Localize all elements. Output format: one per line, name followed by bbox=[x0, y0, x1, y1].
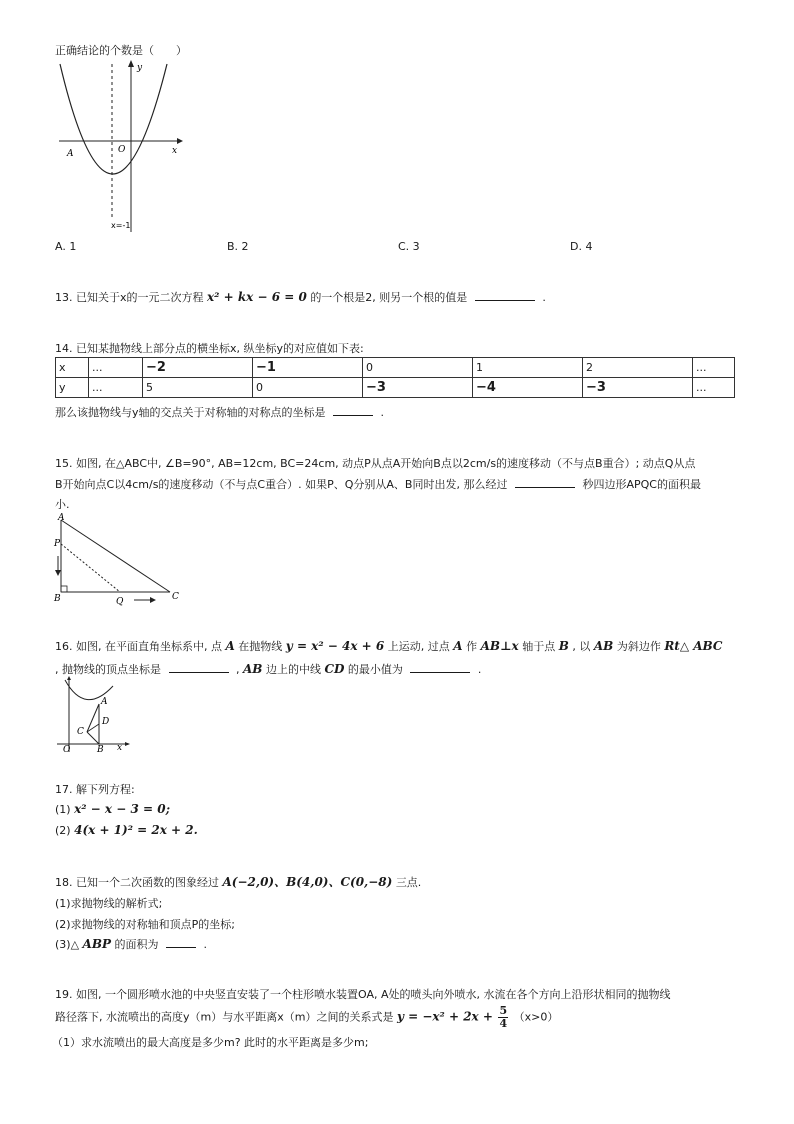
arrow-down-head bbox=[55, 570, 61, 576]
q16-math: AB bbox=[593, 639, 614, 653]
q18-math: ABP bbox=[82, 937, 112, 951]
symmetry-label: x=-1 bbox=[111, 221, 131, 230]
q16-text: , 抛物线的顶点坐标是 bbox=[55, 663, 161, 676]
q16-text: 上运动, 过点 bbox=[387, 640, 450, 653]
q17-stem: 17. 解下列方程: bbox=[55, 783, 135, 796]
table-row bbox=[56, 378, 735, 398]
q13 bbox=[55, 289, 546, 305]
label-b: B bbox=[97, 745, 104, 754]
q16-text: 轴于点 bbox=[522, 640, 556, 653]
q18-text: 三点. bbox=[395, 876, 422, 889]
q13-text-pre: 13. 已知关于x的一元二次方程 bbox=[55, 291, 204, 304]
q16-line1 bbox=[55, 638, 722, 654]
q14-answer-blank[interactable] bbox=[333, 405, 373, 416]
table-cell: ... bbox=[693, 378, 735, 398]
fraction-numerator: 5 bbox=[499, 1004, 508, 1017]
q18-text: 18. 已知一个二次函数的图象经过 bbox=[55, 876, 219, 889]
label-q: Q bbox=[116, 597, 124, 606]
table-cell: 1 bbox=[473, 358, 583, 378]
label-c: C bbox=[172, 592, 179, 602]
q15-line2-pre: B开始向点C以4cm/s的速度移动（不与点C重合）. 如果P、Q分别从A、B同时出发, 那么经过 bbox=[55, 478, 508, 491]
q16-text: . bbox=[477, 663, 482, 676]
q13-answer-blank[interactable] bbox=[475, 290, 535, 301]
side-ac bbox=[61, 520, 170, 592]
q19-equation: y = −x² + 2x + bbox=[396, 1009, 493, 1024]
q18-points: A(−2,0)、B(4,0)、C(0,−8) bbox=[222, 875, 393, 889]
q16-math: AB⊥x bbox=[480, 639, 519, 653]
q16-equation: y = x² − 4x + 6 bbox=[285, 639, 385, 653]
q16-text: 边上的中线 bbox=[265, 663, 321, 676]
label-d: D bbox=[102, 717, 110, 727]
axis-x-label: x bbox=[172, 146, 178, 156]
x-axis-arrow bbox=[125, 742, 130, 746]
q17-part2 bbox=[55, 823, 198, 837]
table-cell: 2 bbox=[583, 358, 693, 378]
q16-math: AB bbox=[243, 662, 263, 676]
segment-pq bbox=[61, 544, 120, 592]
y-axis-arrow bbox=[128, 60, 134, 67]
table-cell: −1 bbox=[253, 358, 363, 378]
q13-text-end: . bbox=[542, 291, 546, 304]
q12-option-d[interactable]: D. 4 bbox=[570, 240, 593, 253]
q13-text-mid: 的一个根是2, 则另一个根的值是 bbox=[310, 291, 468, 304]
q14-text-end: . bbox=[380, 406, 385, 419]
q16-figure bbox=[55, 676, 135, 754]
label-b: B bbox=[54, 594, 61, 604]
q16-text: 在抛物线 bbox=[238, 640, 283, 653]
q14-question-text: 那么该抛物线与y轴的交点关于对称轴的对称点的坐标是 bbox=[55, 406, 326, 419]
table-cell: −3 bbox=[583, 378, 693, 398]
q19-line1: 19. 如图, 一个圆形喷水池的中央竖直安装了一个柱形喷水装置OA, A处的喷头向外喷水, 水流在各个方向上沿形状相同的抛物线 bbox=[55, 988, 671, 1001]
q16-math: CD bbox=[324, 662, 345, 676]
q17-label: (1) bbox=[55, 803, 71, 816]
label-p: P bbox=[54, 539, 61, 549]
q14-question bbox=[55, 404, 384, 420]
q19-line3: （1）求水流喷出的最大高度是多少m? 此时的水平距离是多少m; bbox=[52, 1036, 369, 1049]
q16-text: , bbox=[236, 663, 240, 676]
origin-label: O bbox=[118, 145, 126, 155]
q15-line2 bbox=[55, 476, 701, 492]
q16-answer-blank-1[interactable] bbox=[169, 662, 229, 673]
q18-text: (3)△ bbox=[55, 938, 80, 951]
q18-answer-blank[interactable] bbox=[166, 937, 196, 948]
q18-text: 的面积为 bbox=[114, 938, 159, 951]
table-cell: x bbox=[56, 358, 89, 378]
q12-option-b[interactable]: B. 2 bbox=[227, 240, 249, 253]
q18-text: . bbox=[203, 938, 208, 951]
q16-math: A bbox=[225, 639, 235, 653]
q18-stem bbox=[55, 873, 421, 890]
q19-text: （x>0） bbox=[513, 1010, 559, 1024]
q19-fraction bbox=[498, 1005, 508, 1030]
fraction-denominator: 4 bbox=[499, 1017, 508, 1030]
q12-stem: 正确结论的个数是（ ） bbox=[55, 44, 187, 57]
table-row bbox=[56, 358, 735, 378]
point-a-label: A bbox=[67, 149, 74, 159]
table-cell: 5 bbox=[143, 378, 253, 398]
table-cell: 0 bbox=[253, 378, 363, 398]
q16-text: 作 bbox=[466, 640, 478, 653]
q14-value-table bbox=[55, 357, 735, 398]
q16-math: Rt△ ABC bbox=[664, 639, 723, 653]
q15-line1: 15. 如图, 在△ABC中, ∠B=90°, AB=12cm, BC=24cm, 动点P从点A开始向B点以2cm/s的速度移动（不与点B重合）; 动点Q从点 bbox=[55, 457, 696, 470]
q16-answer-blank-2[interactable] bbox=[410, 662, 470, 673]
q16-text: 的最小值为 bbox=[347, 663, 403, 676]
label-c: C bbox=[77, 727, 84, 737]
right-angle-mark bbox=[61, 586, 67, 592]
q18-sub1: (1)求抛物线的解析式; bbox=[55, 897, 163, 910]
parabola-curve bbox=[60, 64, 167, 174]
q16-math: B bbox=[558, 639, 569, 653]
q19-text: 路径落下, 水流喷出的高度y（m）与水平距离x（m）之间的关系式是 bbox=[55, 1010, 394, 1024]
label-a: A bbox=[101, 697, 108, 707]
x-axis-arrow bbox=[177, 138, 183, 144]
table-cell: ... bbox=[693, 358, 735, 378]
q16-text: 16. 如图, 在平面直角坐标系中, 点 bbox=[55, 640, 222, 653]
q15-answer-blank[interactable] bbox=[515, 477, 575, 488]
table-cell: ... bbox=[89, 358, 143, 378]
q12-parabola-graph bbox=[55, 58, 185, 236]
q18-sub3 bbox=[55, 936, 207, 952]
q15-line3: 小. bbox=[55, 498, 70, 511]
q12-option-a[interactable]: A. 1 bbox=[55, 240, 77, 253]
q12-option-c[interactable]: C. 3 bbox=[398, 240, 420, 253]
q19-line2 bbox=[55, 1005, 558, 1030]
label-a: A bbox=[58, 513, 65, 523]
segment-cb bbox=[87, 732, 99, 744]
table-cell: 0 bbox=[363, 358, 473, 378]
q16-line2 bbox=[55, 661, 481, 677]
q15-triangle-figure bbox=[52, 512, 182, 606]
q16-math: A bbox=[453, 639, 463, 653]
q13-equation: x² + kx − 6 = 0 bbox=[207, 290, 307, 304]
table-cell: −2 bbox=[143, 358, 253, 378]
table-cell: ... bbox=[89, 378, 143, 398]
q17-equation-2: 4(x + 1)² = 2x + 2. bbox=[74, 823, 198, 837]
q14-stem: 14. 已知某抛物线上部分点的横坐标x, 纵坐标y的对应值如下表: bbox=[55, 342, 364, 355]
q16-text: 为斜边作 bbox=[616, 640, 661, 653]
q16-text: , 以 bbox=[572, 640, 591, 653]
label-x: x bbox=[117, 743, 123, 753]
table-cell: −4 bbox=[473, 378, 583, 398]
arrow-right-head bbox=[150, 597, 156, 603]
table-cell: −3 bbox=[363, 378, 473, 398]
axis-y-label: y bbox=[137, 63, 143, 73]
y-axis-arrow bbox=[67, 676, 71, 680]
q17-part1 bbox=[55, 802, 170, 816]
label-o: O bbox=[63, 745, 71, 754]
q15-line2-post: 秒四边形APQC的面积最 bbox=[582, 478, 701, 491]
table-cell: y bbox=[56, 378, 89, 398]
q17-label: (2) bbox=[55, 824, 71, 837]
q17-equation-1: x² − x − 3 = 0; bbox=[74, 802, 171, 816]
q18-sub2: (2)求抛物线的对称轴和顶点P的坐标; bbox=[55, 918, 235, 931]
